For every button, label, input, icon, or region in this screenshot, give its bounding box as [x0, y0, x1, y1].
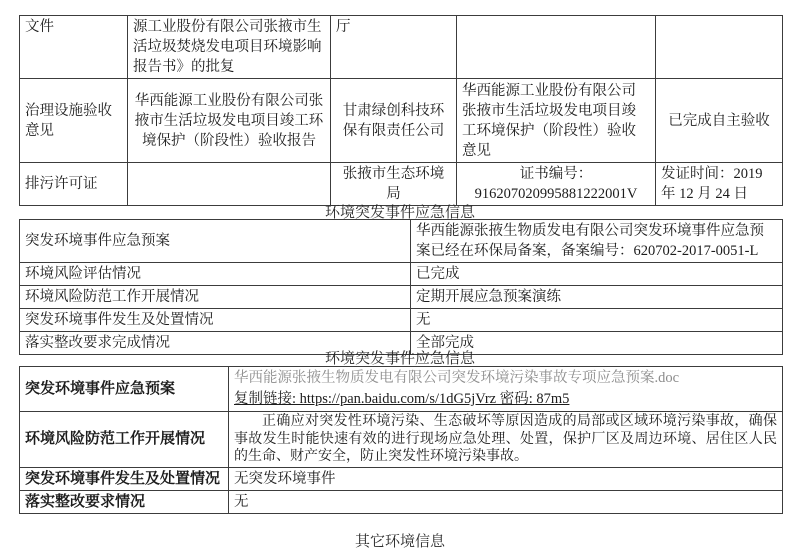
- file-approval-text: 源工业股份有限公司张掖市生活垃圾焚烧发电项目环境影响报告书》的批复: [128, 16, 331, 79]
- row-label-file: 文件: [20, 16, 128, 79]
- row-label-emergency-plan: 突发环境事件应急预案: [20, 367, 229, 412]
- certificate-number-label: 证书编号：: [519, 166, 593, 182]
- table-row-risk-prevention: [20, 286, 783, 309]
- section-title-emergency-info-1: 环境突发事件应急信息: [324, 205, 475, 221]
- empty-cell: [128, 163, 331, 206]
- empty-cell: [457, 16, 656, 79]
- row-label-rectification: 落实整改要求情况: [20, 490, 229, 513]
- acceptance-status-text: 已完成自主验收: [656, 79, 783, 163]
- plan-doc-filename: 华西能源张掖生物质发电有限公司突发环境污染事故专项应急预案.doc: [234, 370, 680, 386]
- emergency-plan-filing-text: 华西能源张掖生物质发电有限公司突发环境事件应急预案已经在环保局备案，备案编号：620702-2017-0051-L: [411, 220, 783, 263]
- acceptance-report-text: 华西能源工业股份有限公司张掖市生活垃圾发电项目竣工环境保护（阶段性）验收报告: [128, 79, 331, 163]
- row-label-risk-assessment: 环境风险评估情况: [20, 263, 411, 286]
- table-row-treatment-acceptance: [20, 79, 783, 163]
- section-title-emergency-info-2: 环境突发事件应急信息: [324, 351, 475, 367]
- emergency-info-table-2: [19, 366, 783, 514]
- certificate-number-value: 916207020995881222001V: [474, 186, 638, 202]
- table-row-pollutant-permit: [20, 163, 783, 206]
- permit-certificate-cell: [457, 163, 656, 206]
- row-label-risk-prevention: 环境风险防范工作开展情况: [20, 412, 229, 468]
- risk-prevention-status: 定期开展应急预案演练: [411, 286, 783, 309]
- row-label-incident-handling: 突发环境事件发生及处置情况: [20, 467, 229, 490]
- rectification-status: 全部完成: [411, 332, 783, 355]
- emergency-plan-doc-cell: [229, 367, 783, 412]
- risk-assessment-status: 已完成: [411, 263, 783, 286]
- acceptance-agency-text: 甘肃绿创科技环保有限责任公司: [331, 79, 457, 163]
- table-row-incident-handling: [20, 309, 783, 332]
- incident-handling-status: 无: [411, 309, 783, 332]
- rectification-status: 无: [229, 490, 783, 513]
- table-row-rectification: [20, 490, 783, 513]
- table-row-emergency-plan: [20, 220, 783, 263]
- emergency-info-table-1: [19, 219, 783, 355]
- row-label-pollutant-permit: 排污许可证: [20, 163, 128, 206]
- row-label-incident-handling: 突发环境事件发生及处置情况: [20, 309, 411, 332]
- table-row-file: [20, 16, 783, 79]
- table-row-risk-prevention: [20, 412, 783, 468]
- plan-download-link[interactable]: 复制链接: https://pan.baidu.com/s/1dG5jVrz 密码: 87m5: [234, 391, 570, 407]
- row-label-risk-prevention: 环境风险防范工作开展情况: [20, 286, 411, 309]
- row-label-treatment-acceptance: 治理设施验收意见: [20, 79, 128, 163]
- row-label-rectification: 落实整改要求完成情况: [20, 332, 411, 355]
- risk-prevention-description-cell: [229, 412, 783, 468]
- permit-authority-text: 张掖市生态环境局: [331, 163, 457, 206]
- table-row-risk-assessment: [20, 263, 783, 286]
- section-title-other-env-info: 其它环境信息: [354, 534, 445, 550]
- risk-prevention-description: 正确应对突发性环境污染、生态破坏等原因造成的局部或区域环境污染事故，确保事故发生时能快速有效的进行现场应急处理、处置，保护厂区及周边环境、居住区人民的生命、财产安全，防止突发性环境污染事故。: [234, 414, 777, 464]
- acceptance-opinion-text: 华西能源工业股份有限公司张掖市生活垃圾发电项目竣工环境保护（阶段性）验收意见: [457, 79, 656, 163]
- table-row-incident-handling: [20, 467, 783, 490]
- permit-issue-date-text: 发证时间：2019 年 12 月 24 日: [656, 163, 783, 206]
- empty-cell: [656, 16, 783, 79]
- row-label-emergency-plan: 突发环境事件应急预案: [20, 220, 411, 263]
- incident-handling-status: 无突发环境事件: [229, 467, 783, 490]
- permits-acceptance-table: [19, 15, 783, 206]
- table-row-emergency-plan-doc: [20, 367, 783, 412]
- file-authority-text: 厅: [331, 16, 457, 79]
